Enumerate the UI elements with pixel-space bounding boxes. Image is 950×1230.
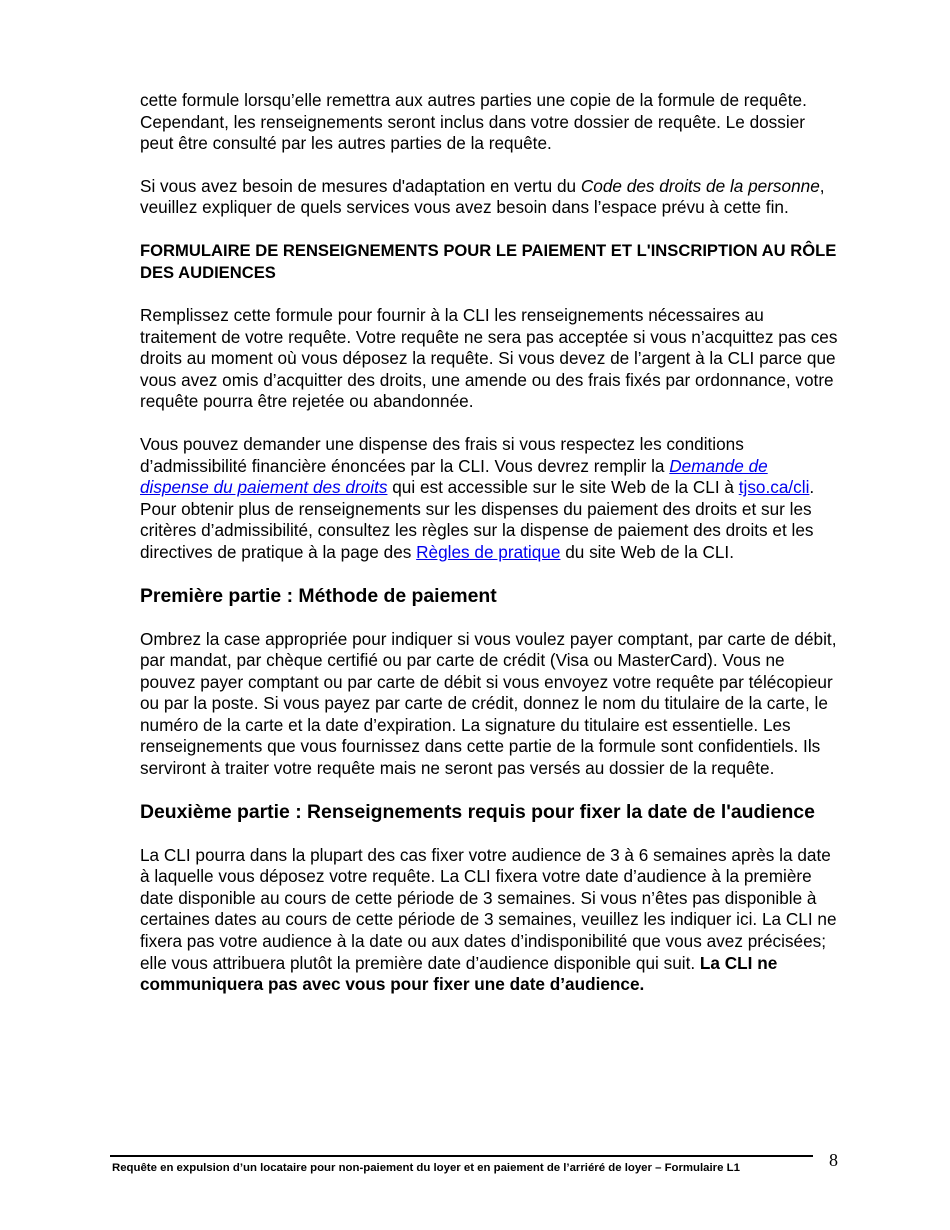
footer-form-title: Requête en expulsion d’un locataire pour non-paiement du loyer et en paiement de l’arriéré de loyer – Formulaire L1 xyxy=(112,1162,740,1174)
human-rights-code-title: Code des droits de la personne xyxy=(580,175,820,196)
heading-part-two: Deuxième partie : Renseignements requis pour fixer la date de l'audience xyxy=(140,800,815,823)
paragraph-payment-info: Remplissez cette formule pour fournir à la CLI les renseignements nécessaires au traitement de votre requête. Votre requête ne sera pas acceptée si vous n’acquittez pas ces droits au moment où vous déposez la requête. Si vous devez de l’argent à la CLI parce que vous avez omis d’acquitter des droits, une amende ou des frais fixés par ordonnance, votre requête pourra être rejetée ou abandonnée. xyxy=(140,304,838,412)
page-number: 8 xyxy=(829,1150,838,1170)
page-content xyxy=(140,90,840,996)
heading-part-one: Première partie : Méthode de paiement xyxy=(140,584,497,607)
heading-payment-form: FORMULAIRE DE RENSEIGNEMENTS POUR LE PAIEMENT ET L'INSCRIPTION AU RÔLE DES AUDIENCES xyxy=(140,240,837,282)
fee-waiver-text-b: qui est accessible sur le site Web de la CLI à xyxy=(387,477,739,498)
fee-waiver-text-a: Vous pouvez demander une dispense des frais si vous respectez les conditions d’admissibilité financière énoncées par la CLI. Vous devrez remplir la xyxy=(140,433,744,476)
footer-divider xyxy=(110,1155,813,1157)
paragraph-fee-waiver xyxy=(140,434,840,564)
hearing-date-text: La CLI pourra dans la plupart des cas fixer votre audience de 3 à 6 semaines après la date à laquelle vous déposez votre requête. La CLI fixera votre date d’audience à la première date disponible au cours de cette période de 3 semaines. Si vous n’êtes pas disponible à certaines dates au cours de cette période de 3 semaines, veuillez les indiquer ici. La CLI ne fixera pas votre audience à la date ou aux dates d’indisponibilité que vous avez précisées; elle vous attribuera plutôt la première date d’audience disponible qui suit. xyxy=(140,844,837,973)
hearing-date-notice: La CLI ne communiquera pas avec vous pour fixer une date d’audience. xyxy=(140,952,778,995)
accommodation-text-end: , veuillez expliquer de quels services vous avez besoin dans l’espace prévu à cette fin. xyxy=(140,175,825,218)
paragraph-payment-method: Ombrez la case appropriée pour indiquer si vous voulez payer comptant, par carte de débit, par mandat, par chèque certifié ou par carte de crédit (Visa ou MasterCard). Vous ne pouvez payer comptant ou par carte de débit si vous envoyez votre requête par télécopieur ou par la poste. Si vous payez par carte de crédit, donnez le nom du titulaire de la carte, le numéro de la carte et la date d’expiration. La signature du titulaire est essentielle. Les renseignements que vous fournissez dans cette partie de la formule sont confidentiels. Ils serviront à traiter votre requête mais ne seront pas versés au dossier de la requête. xyxy=(140,628,837,779)
tribunal-website-link[interactable]: tjso.ca/cli xyxy=(738,477,810,498)
paragraph-hearing-date xyxy=(140,845,840,996)
paragraph-confidentiality: cette formule lorsqu’elle remettra aux autres parties une copie de la formule de requête. Cependant, les renseignements seront inclus dans votre dossier de requête. Le dossier peut être consulté par les autres parties de la requête. xyxy=(140,90,807,154)
fee-waiver-request-link[interactable]: Demande de dispense du paiement des droits xyxy=(140,455,768,498)
rules-of-practice-link[interactable]: Règles de pratique xyxy=(416,541,561,562)
fee-waiver-text-d: du site Web de la CLI. xyxy=(560,541,734,562)
paragraph-accommodation xyxy=(140,176,840,219)
fee-waiver-text-c: . Pour obtenir plus de renseignements sur les dispenses du paiement des droits et sur les critères d’admissibilité, consultez les règles sur la dispense de paiement des droits et les directives de pratique à la page des xyxy=(140,477,815,562)
accommodation-text-start: Si vous avez besoin de mesures d'adaptation en vertu du xyxy=(140,175,581,196)
